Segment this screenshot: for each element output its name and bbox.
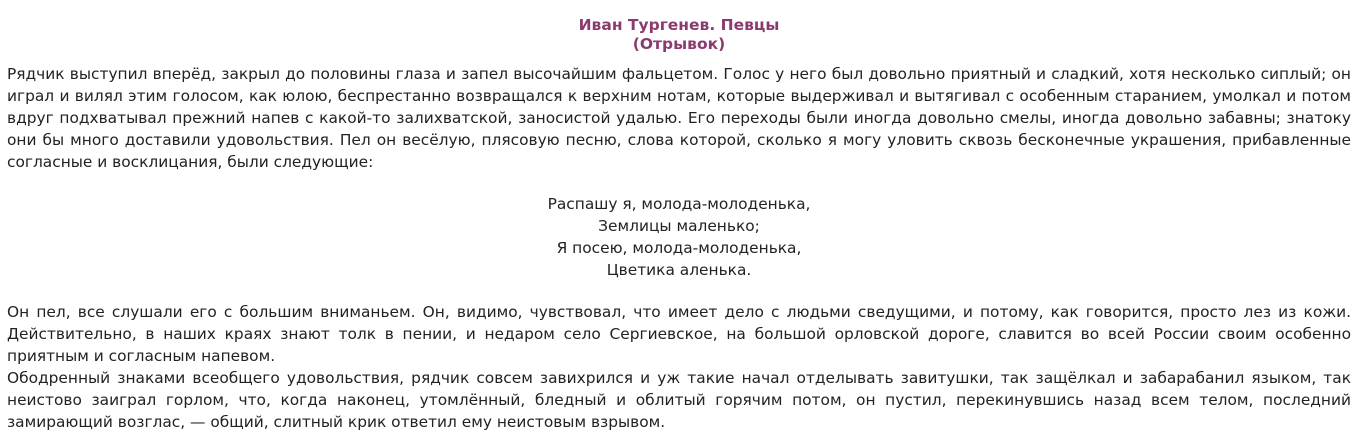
paragraph-1: Рядчик выступил вперёд, закрыл до половины глаза и запел высочайшим фальцетом. Голос у него был довольно приятный и сладкий, хотя несколько сиплый; он играл и вилял этим голосом, как юлою, беспрестанно возвращался к верхним нотам, которые выдерживал и вытягивал с особенным старанием, умолкал и потом вдруг подхватывал прежний напев с какой-то залихватской, заносистой удалью. Его переходы были иногда довольно смелы, иногда довольно забавны; знатоку они бы много доставили удовольствия. Пел он весёлую, плясовую песню, слова которой, сколько я могу уловить сквозь бесконечные украшения, прибавленные согласные и восклицания, были следующие: — [7, 65, 1351, 171]
verse-line-2: Землицы маленько; — [598, 217, 760, 235]
verse-line-4: Цветика аленька. — [606, 261, 752, 279]
paragraph-2: Он пел, все слушали его с большим вниманьем. Он, видимо, чувствовал, что имеет дело с людьми сведущими, и потому, как говорится, просто лез из кожи. Действительно, в наших краях знают толк в пении, и недаром село Сергиевское, на большой орловской дороге, славится во всей России своим особенно приятным и согласным напевом. — [7, 303, 1351, 365]
title-block — [7, 16, 1351, 54]
verse-line-1: Распашу я, молода-молоденька, — [547, 195, 811, 213]
paragraph-3: Ободренный знаками всеобщего удовольствия, рядчик совсем завихрился и уж такие начал отделывать завитушки, так защёлкал и забарабанил языком, так неистово заиграл горлом, что, когда наконец, утомлённый, бледный и облитый горячим потом, он пустил, перекинувшись назад всем телом, последний замирающий возглас, — общий, слитный крик ответил ему неистовым взрывом. — [7, 369, 1351, 431]
verse-block — [7, 193, 1351, 281]
verse-line-3: Я посею, молода-молоденька, — [556, 239, 802, 257]
page-subtitle: (Отрывок) — [632, 35, 726, 53]
page-title: Иван Тургенев. Певцы — [578, 16, 780, 34]
